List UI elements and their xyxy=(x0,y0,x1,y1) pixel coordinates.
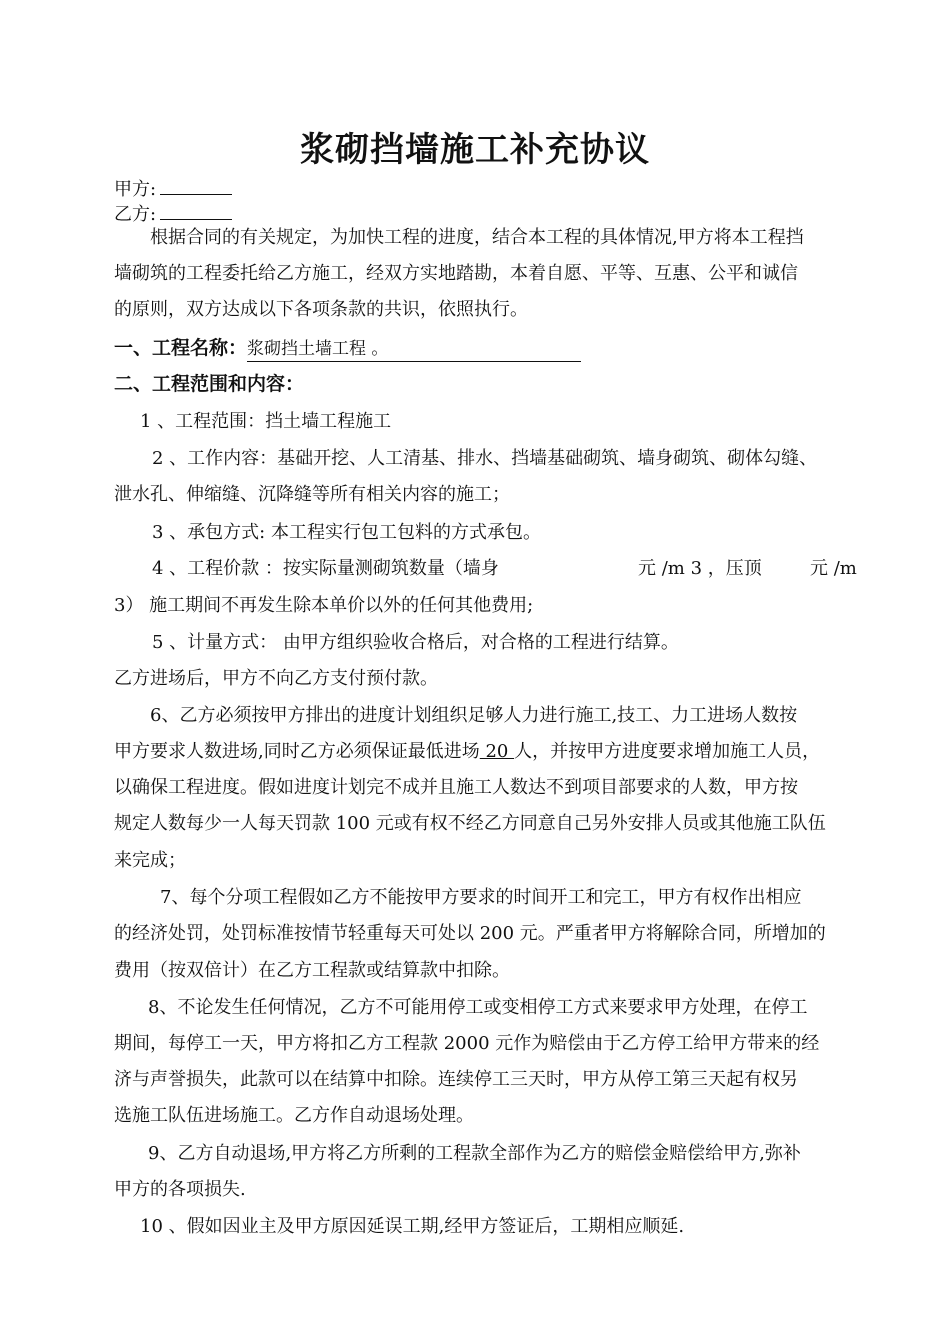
item-7-line-2: 的经济处罚，处罚标准按情节轻重每天可处以 200 元。严重者甲方将解除合同，所增加的 xyxy=(114,923,826,944)
item-9-line-2: 甲方的各项损失. xyxy=(114,1179,246,1200)
party-b-label: 乙方: xyxy=(114,204,157,225)
item-7-line-3: 费用（按双倍计）在乙方工程款或结算款中扣除。 xyxy=(114,960,510,981)
item-2-line-2: 泄水孔、伸缩缝、沉降缝等所有相关内容的施工； xyxy=(114,484,510,505)
item-7-line-1: 7、每个分项工程假如乙方不能按甲方要求的时间开工和完工，甲方有权作出相应 xyxy=(160,887,802,908)
item-10-line: 10 、假如因业主及甲方原因延误工期,经甲方签证后，工期相应顺延. xyxy=(140,1216,685,1237)
party-b-blank xyxy=(160,201,232,220)
section-1-label: 一、工程名称： xyxy=(114,337,248,359)
section-1-heading xyxy=(114,336,581,362)
item-4-line-1a: 4 、工程价款 ：按实际量测砌筑数量（墙身 xyxy=(152,558,499,579)
item-5-line-2: 乙方进场后，甲方不向乙方支付预付款。 xyxy=(114,668,438,689)
item-8-line-2: 期间，每停工一天，甲方将扣乙方工程款 2000 元作为赔偿由于乙方停工给甲方带来的经 xyxy=(114,1033,820,1054)
party-a-label: 甲方: xyxy=(114,179,157,200)
item-6-line-1: 6、乙方必须按甲方排出的进度计划组织足够人力进行施工,技工、力工进场人数按 xyxy=(150,705,798,726)
intro-line-3: 的原则，双方达成以下各项条款的共识，依照执行。 xyxy=(114,299,528,320)
item-6-line-2 xyxy=(114,740,820,764)
item-6-line-2-pre: 甲方要求人数进场,同时乙方必须保证最低进场 xyxy=(114,741,480,762)
party-a-blank xyxy=(160,176,232,195)
item-6-line-2-post: 人，并按甲方进度要求增加施工人员， xyxy=(514,741,821,762)
item-4-line-1b: 元 /m 3 ，压顶 xyxy=(638,558,762,579)
section-2-heading: 二、工程范围和内容： xyxy=(114,373,305,395)
document-title: 浆砌挡墙施工补充协议 xyxy=(300,130,650,170)
party-b-line xyxy=(114,201,232,227)
intro-line-1: 根据合同的有关规定，为加快工程的进度，结合本工程的具体情况,甲方将本工程挡 xyxy=(150,227,804,248)
party-a-line xyxy=(114,176,232,202)
item-2-line-1: 2 、工作内容：基础开挖、人工清基、排水、挡墙基础砌筑、墙身砌筑、砌体勾缝、 xyxy=(152,448,818,469)
item-6-line-5: 来完成； xyxy=(114,850,186,871)
intro-line-2: 墙砌筑的工程委托给乙方施工，经双方实地踏勘，本着自愿、平等、互惠、公平和诚信 xyxy=(114,263,798,284)
min-workers-value: 20 xyxy=(479,741,515,762)
project-name-value: 浆砌挡土墙工程 。 xyxy=(247,337,581,362)
item-9-line-1: 9、乙方自动退场,甲方将乙方所剩的工程款全部作为乙方的赔偿金赔偿给甲方,弥补 xyxy=(148,1143,801,1164)
item-8-line-3: 济与声誉损失，此款可以在结算中扣除。连续停工三天时，甲方从停工第三天起有权另 xyxy=(114,1069,798,1090)
item-4-line-2: 3） 施工期间不再发生除本单价以外的任何其他费用; xyxy=(114,595,534,616)
item-8-line-1: 8、不论发生任何情况，乙方不可能用停工或变相停工方式来要求甲方处理，在停工 xyxy=(148,997,808,1018)
item-1-line: 1 、工程范围：挡土墙工程施工 xyxy=(140,411,392,432)
item-3-line: 3 、承包方式: 本工程实行包工包料的方式承包。 xyxy=(152,522,541,543)
item-6-line-3: 以确保工程进度。假如进度计划完不成并且施工人数达不到项目部要求的人数，甲方按 xyxy=(114,777,798,798)
item-5-line-1: 5 、计量方式： 由甲方组织验收合格后，对合格的工程进行结算。 xyxy=(152,632,679,653)
item-6-line-4: 规定人数每少一人每天罚款 100 元或有权不经乙方同意自己另外安排人员或其他施工队伍 xyxy=(114,813,826,834)
item-8-line-4: 选施工队伍进场施工。乙方作自动退场处理。 xyxy=(114,1105,474,1126)
item-4-line-1c: 元 /m xyxy=(810,558,857,579)
